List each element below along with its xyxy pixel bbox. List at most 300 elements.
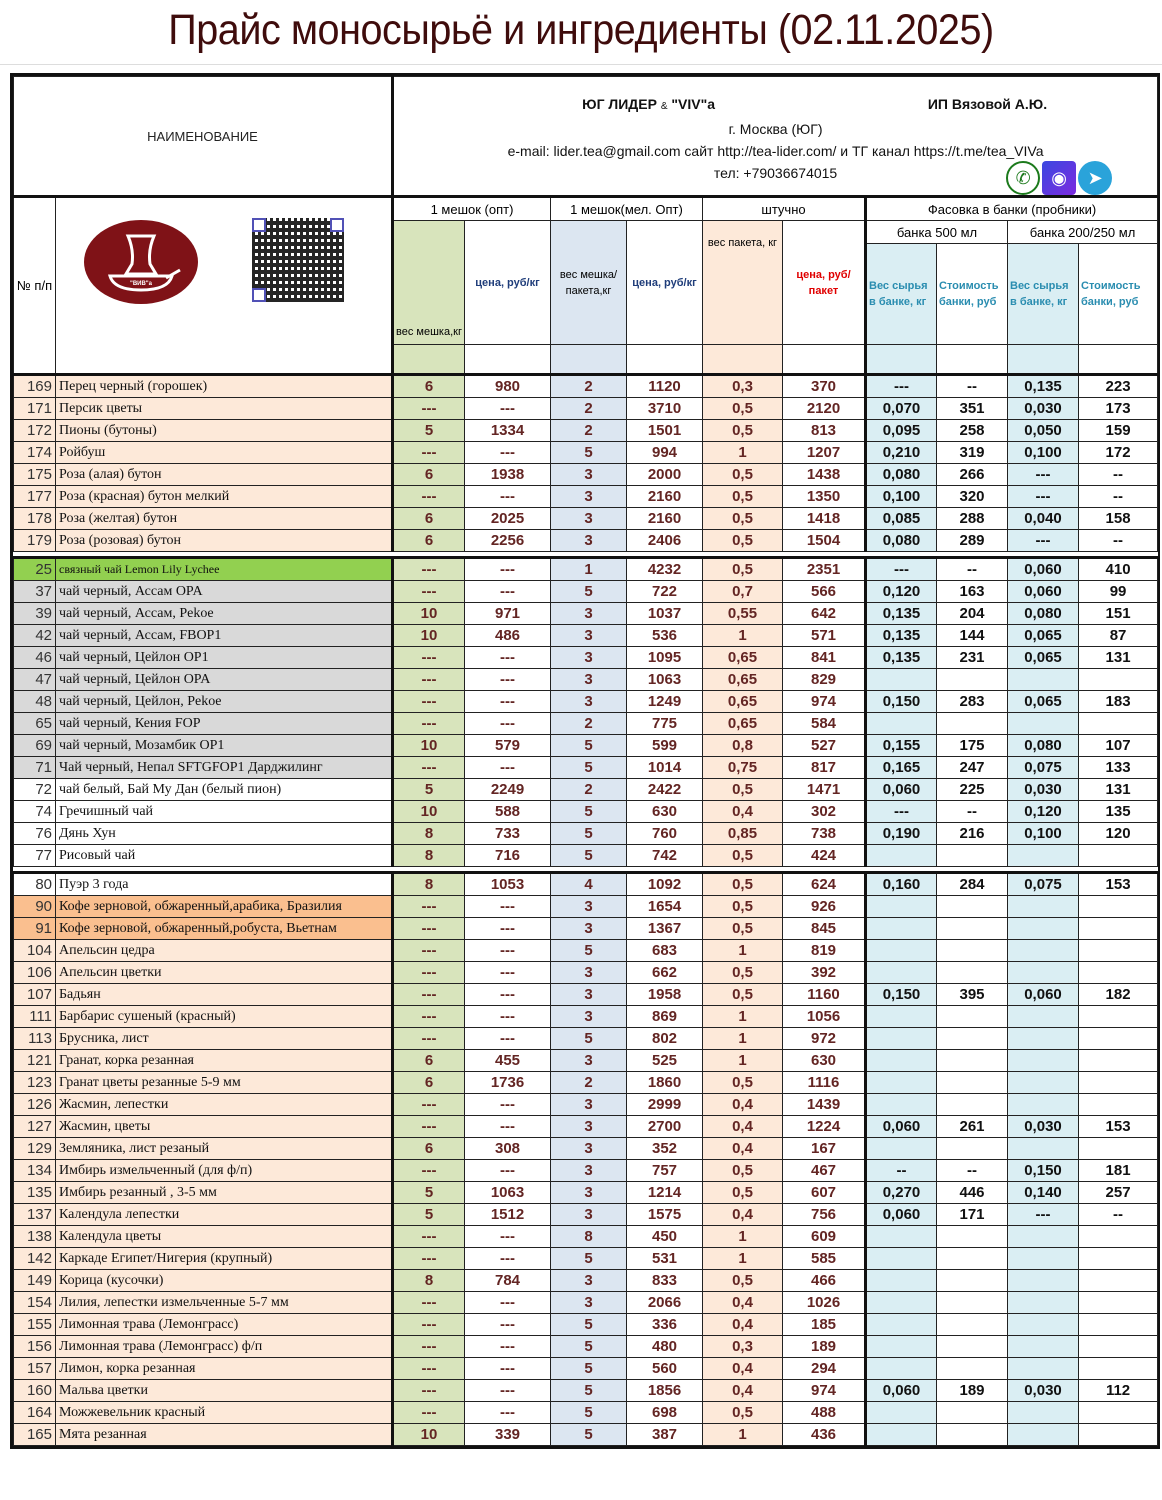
jar250-weight bbox=[1008, 1094, 1079, 1116]
jar250-weight: 0,100 bbox=[1008, 823, 1079, 845]
small-price: 775 bbox=[627, 713, 703, 735]
pack-price: 436 bbox=[783, 1424, 866, 1446]
pack-price: 974 bbox=[783, 1380, 866, 1402]
jar250-weight bbox=[1008, 1424, 1079, 1446]
pack-weight: 0,75 bbox=[703, 757, 783, 779]
jar500-weight: 0,150 bbox=[866, 984, 937, 1006]
pack-price: 392 bbox=[783, 962, 866, 984]
bag-weight: 6 bbox=[393, 1072, 465, 1094]
table-row[interactable] bbox=[14, 1314, 1158, 1336]
small-price: 387 bbox=[627, 1424, 703, 1446]
small-weight: 3 bbox=[551, 1160, 627, 1182]
jar250-weight bbox=[1008, 1292, 1079, 1314]
row-number: 175 bbox=[14, 464, 56, 486]
bag-weight: --- bbox=[393, 1116, 465, 1138]
pack-weight: 1 bbox=[703, 940, 783, 962]
table-row[interactable] bbox=[14, 1028, 1158, 1050]
small-price: 531 bbox=[627, 1248, 703, 1270]
spacer-cell bbox=[783, 345, 866, 375]
jar250-weight bbox=[1008, 1028, 1079, 1050]
jar500-cost: 171 bbox=[937, 1204, 1008, 1226]
table-row[interactable] bbox=[14, 823, 1158, 845]
product-name: Ройбуш bbox=[56, 442, 393, 464]
row-number: 154 bbox=[14, 1292, 56, 1314]
table-row[interactable] bbox=[14, 918, 1158, 940]
table-row[interactable] bbox=[14, 398, 1158, 420]
jar250-weight: 0,050 bbox=[1008, 420, 1079, 442]
table-row[interactable] bbox=[14, 962, 1158, 984]
small-price: 525 bbox=[627, 1050, 703, 1072]
pack-price: 642 bbox=[783, 603, 866, 625]
spacer-cell bbox=[1079, 345, 1158, 375]
col-bag-price: цена, руб/кг bbox=[465, 221, 551, 345]
bag-price: 2256 bbox=[465, 530, 551, 552]
table-row[interactable] bbox=[14, 1292, 1158, 1314]
bag-price: --- bbox=[465, 1402, 551, 1424]
small-weight: 2 bbox=[551, 398, 627, 420]
jar250-cost: 173 bbox=[1079, 398, 1158, 420]
bag-price: 1736 bbox=[465, 1072, 551, 1094]
small-weight: 5 bbox=[551, 823, 627, 845]
pack-price: 738 bbox=[783, 823, 866, 845]
row-number: 135 bbox=[14, 1182, 56, 1204]
pack-price: 607 bbox=[783, 1182, 866, 1204]
small-weight: 5 bbox=[551, 581, 627, 603]
small-weight: 2 bbox=[551, 420, 627, 442]
jar500-cost: -- bbox=[937, 558, 1008, 581]
jar500-cost bbox=[937, 1402, 1008, 1424]
product-name: Роза (розовая) бутон bbox=[56, 530, 393, 552]
table-row[interactable] bbox=[14, 1116, 1158, 1138]
jar500-cost: 283 bbox=[937, 691, 1008, 713]
jar500-weight bbox=[866, 896, 937, 918]
table-row[interactable] bbox=[14, 691, 1158, 713]
table-row[interactable] bbox=[14, 1424, 1158, 1446]
pack-weight: 0,65 bbox=[703, 669, 783, 691]
bag-weight: --- bbox=[393, 1006, 465, 1028]
pack-price: 294 bbox=[783, 1358, 866, 1380]
small-price: 994 bbox=[627, 442, 703, 464]
table-row[interactable] bbox=[14, 1072, 1158, 1094]
table-row[interactable] bbox=[14, 508, 1158, 530]
row-number: 134 bbox=[14, 1160, 56, 1182]
small-weight: 5 bbox=[551, 801, 627, 823]
company-info bbox=[393, 77, 1158, 197]
table-row[interactable] bbox=[14, 603, 1158, 625]
table-row[interactable] bbox=[14, 464, 1158, 486]
small-price: 2160 bbox=[627, 508, 703, 530]
pack-weight: 0,5 bbox=[703, 1270, 783, 1292]
jar250-weight: 0,120 bbox=[1008, 801, 1079, 823]
row-number: 111 bbox=[14, 1006, 56, 1028]
jar250-weight bbox=[1008, 1226, 1079, 1248]
row-number: 106 bbox=[14, 962, 56, 984]
bag-price: 1938 bbox=[465, 464, 551, 486]
jar250-weight: 0,100 bbox=[1008, 442, 1079, 464]
jar250-weight bbox=[1008, 918, 1079, 940]
jar250-weight: 0,030 bbox=[1008, 398, 1079, 420]
small-price: 1014 bbox=[627, 757, 703, 779]
bag-price: 733 bbox=[465, 823, 551, 845]
product-name: Персик цветы bbox=[56, 398, 393, 420]
jar500-weight: 0,135 bbox=[866, 647, 937, 669]
jar500-cost: 216 bbox=[937, 823, 1008, 845]
jar500-weight: 0,190 bbox=[866, 823, 937, 845]
pack-price: 1026 bbox=[783, 1292, 866, 1314]
small-weight: 5 bbox=[551, 1248, 627, 1270]
product-name: Кофе зерновой, обжаренный,арабика, Бразилия bbox=[56, 896, 393, 918]
row-number: 155 bbox=[14, 1314, 56, 1336]
product-name: связный чай Lemon Lily Lychee bbox=[56, 558, 393, 581]
product-name: Перец черный (горошек) bbox=[56, 375, 393, 398]
small-weight: 4 bbox=[551, 873, 627, 896]
jar250-cost bbox=[1079, 1138, 1158, 1160]
ampersand: & bbox=[660, 100, 668, 112]
jar500-weight bbox=[866, 1314, 937, 1336]
pack-price: 1207 bbox=[783, 442, 866, 464]
bag-weight: --- bbox=[393, 669, 465, 691]
bag-price: --- bbox=[465, 647, 551, 669]
pack-weight: 0,5 bbox=[703, 984, 783, 1006]
pack-price: 566 bbox=[783, 581, 866, 603]
jar250-cost: -- bbox=[1079, 530, 1158, 552]
pack-weight: 0,5 bbox=[703, 1402, 783, 1424]
jar500-weight: 0,060 bbox=[866, 1380, 937, 1402]
table-row[interactable] bbox=[14, 845, 1158, 867]
table-row[interactable] bbox=[14, 530, 1158, 552]
table-row[interactable] bbox=[14, 1402, 1158, 1424]
pack-price: 585 bbox=[783, 1248, 866, 1270]
small-price: 1958 bbox=[627, 984, 703, 1006]
table-row[interactable] bbox=[14, 801, 1158, 823]
bag-price: --- bbox=[465, 918, 551, 940]
table-row[interactable] bbox=[14, 1248, 1158, 1270]
jar250-cost: 183 bbox=[1079, 691, 1158, 713]
table-row[interactable] bbox=[14, 757, 1158, 779]
pack-weight: 0,65 bbox=[703, 647, 783, 669]
small-weight: 3 bbox=[551, 1050, 627, 1072]
jar500-cost: 225 bbox=[937, 779, 1008, 801]
jar250-weight: 0,030 bbox=[1008, 1116, 1079, 1138]
jar500-cost bbox=[937, 1226, 1008, 1248]
jar500-weight: 0,135 bbox=[866, 603, 937, 625]
jar500-cost: 175 bbox=[937, 735, 1008, 757]
jar250-cost: 182 bbox=[1079, 984, 1158, 1006]
bag-price: --- bbox=[465, 442, 551, 464]
pack-price: 1116 bbox=[783, 1072, 866, 1094]
product-name: Барбарис сушеный (красный) bbox=[56, 1006, 393, 1028]
row-number: 37 bbox=[14, 581, 56, 603]
pack-weight: 0,8 bbox=[703, 735, 783, 757]
jar500-weight: 0,150 bbox=[866, 691, 937, 713]
pack-price: 466 bbox=[783, 1270, 866, 1292]
bag-weight: --- bbox=[393, 442, 465, 464]
table-row[interactable] bbox=[14, 1006, 1158, 1028]
bag-price: --- bbox=[465, 398, 551, 420]
bag-price: --- bbox=[465, 486, 551, 508]
jar250-weight: 0,040 bbox=[1008, 508, 1079, 530]
spacer-cell bbox=[1008, 345, 1079, 375]
small-weight: 3 bbox=[551, 530, 627, 552]
bag-weight: 8 bbox=[393, 873, 465, 896]
row-number: 164 bbox=[14, 1402, 56, 1424]
jar250-cost bbox=[1079, 1050, 1158, 1072]
small-price: 802 bbox=[627, 1028, 703, 1050]
company-phone[interactable]: тел: +79036674015 bbox=[713, 164, 838, 181]
pack-price: 630 bbox=[783, 1050, 866, 1072]
pack-price: 467 bbox=[783, 1160, 866, 1182]
jar250-cost: 151 bbox=[1079, 603, 1158, 625]
jar250-cost: 158 bbox=[1079, 508, 1158, 530]
bag-weight: --- bbox=[393, 984, 465, 1006]
small-price: 1214 bbox=[627, 1182, 703, 1204]
jar250-weight: 0,060 bbox=[1008, 558, 1079, 581]
jar500-weight: -- bbox=[866, 1160, 937, 1182]
small-weight: 3 bbox=[551, 1182, 627, 1204]
jar250-cost bbox=[1079, 1248, 1158, 1270]
jar500-weight: 0,060 bbox=[866, 779, 937, 801]
table-row[interactable] bbox=[14, 1160, 1158, 1182]
pack-weight: 0,4 bbox=[703, 1094, 783, 1116]
bag-price: --- bbox=[465, 1314, 551, 1336]
table-row[interactable] bbox=[14, 486, 1158, 508]
jar250-cost: -- bbox=[1079, 486, 1158, 508]
pack-weight: 0,65 bbox=[703, 691, 783, 713]
jar500-cost bbox=[937, 918, 1008, 940]
bag-price: --- bbox=[465, 1358, 551, 1380]
table-row[interactable] bbox=[14, 420, 1158, 442]
jar500-cost bbox=[937, 1138, 1008, 1160]
jar500-weight: 0,100 bbox=[866, 486, 937, 508]
jar500-cost bbox=[937, 940, 1008, 962]
small-weight: 3 bbox=[551, 918, 627, 940]
small-weight: 2 bbox=[551, 779, 627, 801]
small-weight: 5 bbox=[551, 940, 627, 962]
row-number: 74 bbox=[14, 801, 56, 823]
jar250-weight: 0,135 bbox=[1008, 375, 1079, 398]
jar500-weight bbox=[866, 845, 937, 867]
table-row[interactable] bbox=[14, 1336, 1158, 1358]
jar500-cost bbox=[937, 1314, 1008, 1336]
product-name: Календула цветы bbox=[56, 1226, 393, 1248]
col-pack-price: цена, руб/пакет bbox=[783, 221, 866, 345]
spacer-cell bbox=[551, 345, 627, 375]
table-row[interactable] bbox=[14, 1270, 1158, 1292]
pack-weight: 0,5 bbox=[703, 1072, 783, 1094]
small-price: 1654 bbox=[627, 896, 703, 918]
product-name: Кофе зерновой, обжаренный,робуста, Вьетнам bbox=[56, 918, 393, 940]
bag-weight: --- bbox=[393, 1226, 465, 1248]
table-row[interactable] bbox=[14, 940, 1158, 962]
table-row[interactable] bbox=[14, 896, 1158, 918]
price-sheet bbox=[10, 73, 1160, 1449]
row-number: 127 bbox=[14, 1116, 56, 1138]
company-owner: ИП Вязовой А.Ю. bbox=[927, 95, 1048, 112]
small-weight: 5 bbox=[551, 757, 627, 779]
telegram-icon[interactable]: ➤ bbox=[1078, 161, 1112, 195]
jar250-cost: 153 bbox=[1079, 1116, 1158, 1138]
product-name: Пуэр 3 года bbox=[56, 873, 393, 896]
table-row[interactable] bbox=[14, 1226, 1158, 1248]
small-price: 560 bbox=[627, 1358, 703, 1380]
table-row[interactable] bbox=[14, 1138, 1158, 1160]
jar500-cost bbox=[937, 1336, 1008, 1358]
jar250-cost bbox=[1079, 1336, 1158, 1358]
pack-weight: 0,5 bbox=[703, 530, 783, 552]
pack-weight: 0,5 bbox=[703, 962, 783, 984]
small-price: 1860 bbox=[627, 1072, 703, 1094]
bag-weight: 5 bbox=[393, 1204, 465, 1226]
bag-price: 2249 bbox=[465, 779, 551, 801]
product-name: Корица (кусочки) bbox=[56, 1270, 393, 1292]
pack-price: 829 bbox=[783, 669, 866, 691]
pack-price: 370 bbox=[783, 375, 866, 398]
product-name: Рисовый чай bbox=[56, 845, 393, 867]
jar250-weight bbox=[1008, 1336, 1079, 1358]
table-row[interactable] bbox=[14, 669, 1158, 691]
jar250-cost bbox=[1079, 962, 1158, 984]
jar250-weight: --- bbox=[1008, 486, 1079, 508]
jar250-cost bbox=[1079, 713, 1158, 735]
small-weight: 5 bbox=[551, 845, 627, 867]
spacer-cell bbox=[703, 345, 783, 375]
small-weight: 3 bbox=[551, 669, 627, 691]
product-name: Имбирь измельченный (для ф/п) bbox=[56, 1160, 393, 1182]
table-row[interactable] bbox=[14, 558, 1158, 581]
pack-price: 1438 bbox=[783, 464, 866, 486]
row-number: 39 bbox=[14, 603, 56, 625]
table-row[interactable] bbox=[14, 1182, 1158, 1204]
bag-weight: --- bbox=[393, 1248, 465, 1270]
jar250-cost bbox=[1079, 1028, 1158, 1050]
table-row[interactable] bbox=[14, 1358, 1158, 1380]
small-weight: 5 bbox=[551, 442, 627, 464]
jar500-weight: 0,135 bbox=[866, 625, 937, 647]
pack-price: 424 bbox=[783, 845, 866, 867]
row-number: 47 bbox=[14, 669, 56, 691]
jar500-cost: -- bbox=[937, 801, 1008, 823]
jar500-cost bbox=[937, 1270, 1008, 1292]
pack-price: 584 bbox=[783, 713, 866, 735]
jar250-cost: 107 bbox=[1079, 735, 1158, 757]
table-row[interactable] bbox=[14, 442, 1158, 464]
small-weight: 3 bbox=[551, 508, 627, 530]
bag-price: --- bbox=[465, 757, 551, 779]
jar250-weight bbox=[1008, 1006, 1079, 1028]
pack-price: 527 bbox=[783, 735, 866, 757]
product-name: Пионы (бутоны) bbox=[56, 420, 393, 442]
pack-weight: 0,4 bbox=[703, 1116, 783, 1138]
qr-code[interactable] bbox=[252, 218, 344, 302]
table-row[interactable] bbox=[14, 735, 1158, 757]
bag-price: 784 bbox=[465, 1270, 551, 1292]
jar500-weight bbox=[866, 1138, 937, 1160]
bag-price: --- bbox=[465, 1028, 551, 1050]
jar500-cost: 320 bbox=[937, 486, 1008, 508]
bag-weight: --- bbox=[393, 918, 465, 940]
bag-price: 980 bbox=[465, 375, 551, 398]
jar500-cost: 289 bbox=[937, 530, 1008, 552]
bag-price: --- bbox=[465, 896, 551, 918]
jar250-weight: --- bbox=[1008, 464, 1079, 486]
company-contacts[interactable]: e-mail: lider.tea@gmail.com сайт http://tea-lider.com/ и ТГ канал https://t.me/tea_VIVa bbox=[507, 142, 1044, 159]
table-row[interactable] bbox=[14, 625, 1158, 647]
jar500-cost: 189 bbox=[937, 1380, 1008, 1402]
table-row[interactable] bbox=[14, 1094, 1158, 1116]
product-name: чай черный, Мозамбик OP1 bbox=[56, 735, 393, 757]
bag-weight: --- bbox=[393, 940, 465, 962]
pack-price: 1439 bbox=[783, 1094, 866, 1116]
small-weight: 3 bbox=[551, 1204, 627, 1226]
pack-price: 488 bbox=[783, 1402, 866, 1424]
table-row[interactable] bbox=[14, 1380, 1158, 1402]
table-row[interactable] bbox=[14, 581, 1158, 603]
small-price: 2000 bbox=[627, 464, 703, 486]
jar250-cost: 153 bbox=[1079, 873, 1158, 896]
small-price: 352 bbox=[627, 1138, 703, 1160]
row-number: 126 bbox=[14, 1094, 56, 1116]
social-links bbox=[1006, 161, 1112, 195]
jar250-weight bbox=[1008, 1138, 1079, 1160]
product-name: чай черный, Ассам, Pekoe bbox=[56, 603, 393, 625]
table-row[interactable] bbox=[14, 713, 1158, 735]
pack-weight: 0,55 bbox=[703, 603, 783, 625]
jar500-cost bbox=[937, 845, 1008, 867]
bag-weight: 5 bbox=[393, 779, 465, 801]
product-name: Лимонная трава (Лемонграсс) ф/п bbox=[56, 1336, 393, 1358]
jar250-weight bbox=[1008, 669, 1079, 691]
product-name: Земляника, лист резаный bbox=[56, 1138, 393, 1160]
jar250-weight bbox=[1008, 1270, 1079, 1292]
row-number: 69 bbox=[14, 735, 56, 757]
bag-weight: --- bbox=[393, 691, 465, 713]
small-weight: 3 bbox=[551, 1270, 627, 1292]
pack-weight: 0,3 bbox=[703, 375, 783, 398]
jar250-weight: 0,140 bbox=[1008, 1182, 1079, 1204]
jar500-weight bbox=[866, 1292, 937, 1314]
table-row[interactable] bbox=[14, 873, 1158, 896]
table-row[interactable] bbox=[14, 1050, 1158, 1072]
row-number: 76 bbox=[14, 823, 56, 845]
jar250-cost bbox=[1079, 940, 1158, 962]
whatsapp-icon[interactable]: ✆ bbox=[1006, 161, 1040, 195]
price-table bbox=[13, 76, 1158, 1446]
pack-weight: 0,5 bbox=[703, 508, 783, 530]
max-messenger-icon[interactable]: ◉ bbox=[1042, 161, 1076, 195]
small-price: 2700 bbox=[627, 1116, 703, 1138]
small-price: 1063 bbox=[627, 669, 703, 691]
table-row[interactable] bbox=[14, 647, 1158, 669]
jar500-cost bbox=[937, 713, 1008, 735]
jar500-weight bbox=[866, 1336, 937, 1358]
table-row[interactable] bbox=[14, 779, 1158, 801]
bag-price: 588 bbox=[465, 801, 551, 823]
small-weight: 5 bbox=[551, 1424, 627, 1446]
table-row[interactable] bbox=[14, 1204, 1158, 1226]
small-weight: 5 bbox=[551, 1358, 627, 1380]
jar500-weight bbox=[866, 1226, 937, 1248]
bag-weight: 10 bbox=[393, 735, 465, 757]
jar500-cost bbox=[937, 1006, 1008, 1028]
jar500-cost bbox=[937, 1050, 1008, 1072]
table-row[interactable] bbox=[14, 375, 1158, 398]
jar500-cost bbox=[937, 1072, 1008, 1094]
pack-weight: 0,4 bbox=[703, 801, 783, 823]
jar250-cost bbox=[1079, 1226, 1158, 1248]
jar500-weight bbox=[866, 669, 937, 691]
table-row[interactable] bbox=[14, 984, 1158, 1006]
bag-weight: 6 bbox=[393, 530, 465, 552]
